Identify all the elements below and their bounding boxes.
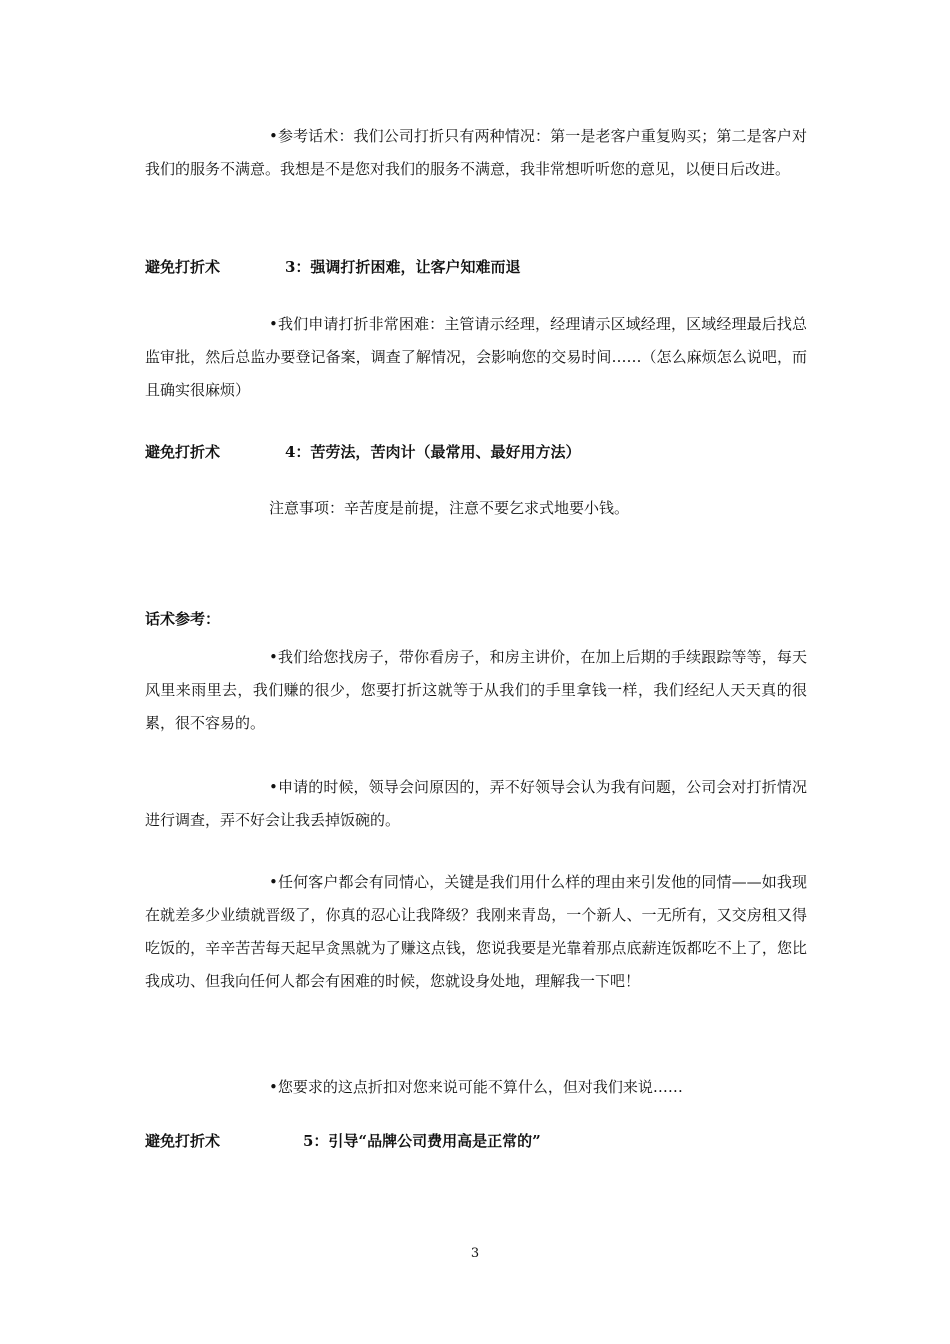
- heading-text: 4：苦劳法，苦肉计（最常用、最好用方法）: [285, 443, 581, 461]
- paragraph-hard-work: •我们给您找房子，带你看房子，和房主讲价，在加上后期的手续跟踪等等，每天风里来雨里去，我们赚的很少，您要打折这就等于从我们的手里拿钱一样，我们经纪人天天真的很累，很不容易的。: [145, 648, 807, 732]
- paragraph-discount-small: •您要求的这点折扣对您来说可能不算什么，但对我们来说……: [269, 1078, 683, 1096]
- heading-text: 3：强调打折困难，让客户知难而退: [285, 258, 521, 276]
- section-heading-4: [145, 437, 807, 467]
- paragraph-notice: 注意事项：辛苦度是前提，注意不要乞求式地要小钱。: [269, 499, 630, 517]
- paragraph-discount-difficulty: •我们申请打折非常困难：主管请示经理，经理请示区域经理，区域经理最后找总监审批，然后总监办要登记备案，调查了解情况，会影响您的交易时间……（怎么麻烦怎么说吧，而且确实很麻烦）: [145, 315, 807, 399]
- paragraph-application-reason: •申请的时候，领导会问原因的，弄不好领导会认为我有问题，公司会对打折情况进行调查，弄不好会让我丢掉饭碗的。: [145, 778, 807, 829]
- heading-label: 避免打折术: [145, 443, 221, 461]
- section-heading-3: [145, 252, 807, 282]
- heading-label: 避免打折术: [145, 258, 221, 276]
- reference-label: 话术参考：: [145, 610, 221, 628]
- heading-label: 避免打折术: [145, 1132, 221, 1150]
- heading-text: 5：引导“品牌公司费用高是正常的”: [303, 1132, 541, 1150]
- section-heading-5: [145, 1126, 807, 1156]
- page-number: 3: [470, 1246, 480, 1261]
- paragraph-reference-script: •参考话术：我们公司打折只有两种情况：第一是老客户重复购买；第二是客户对我们的服务不满意。我想是不是您对我们的服务不满意，我非常想听听您的意见，以便日后改进。: [145, 127, 807, 178]
- paragraph-sympathy: •任何客户都会有同情心，关键是我们用什么样的理由来引发他的同情——如我现在就差多少业绩就晋级了，你真的忍心让我降级？我刚来青岛，一个新人、一无所有，又交房租又得吃饭的，辛辛苦苦每天起早贪黑就为了赚这点钱，您说我要是光靠着那点底薪连饭都吃不上了，您比我成功、但我向任何人都会有困难的时候，您就设身处地，理解我一下吧！: [145, 873, 807, 990]
